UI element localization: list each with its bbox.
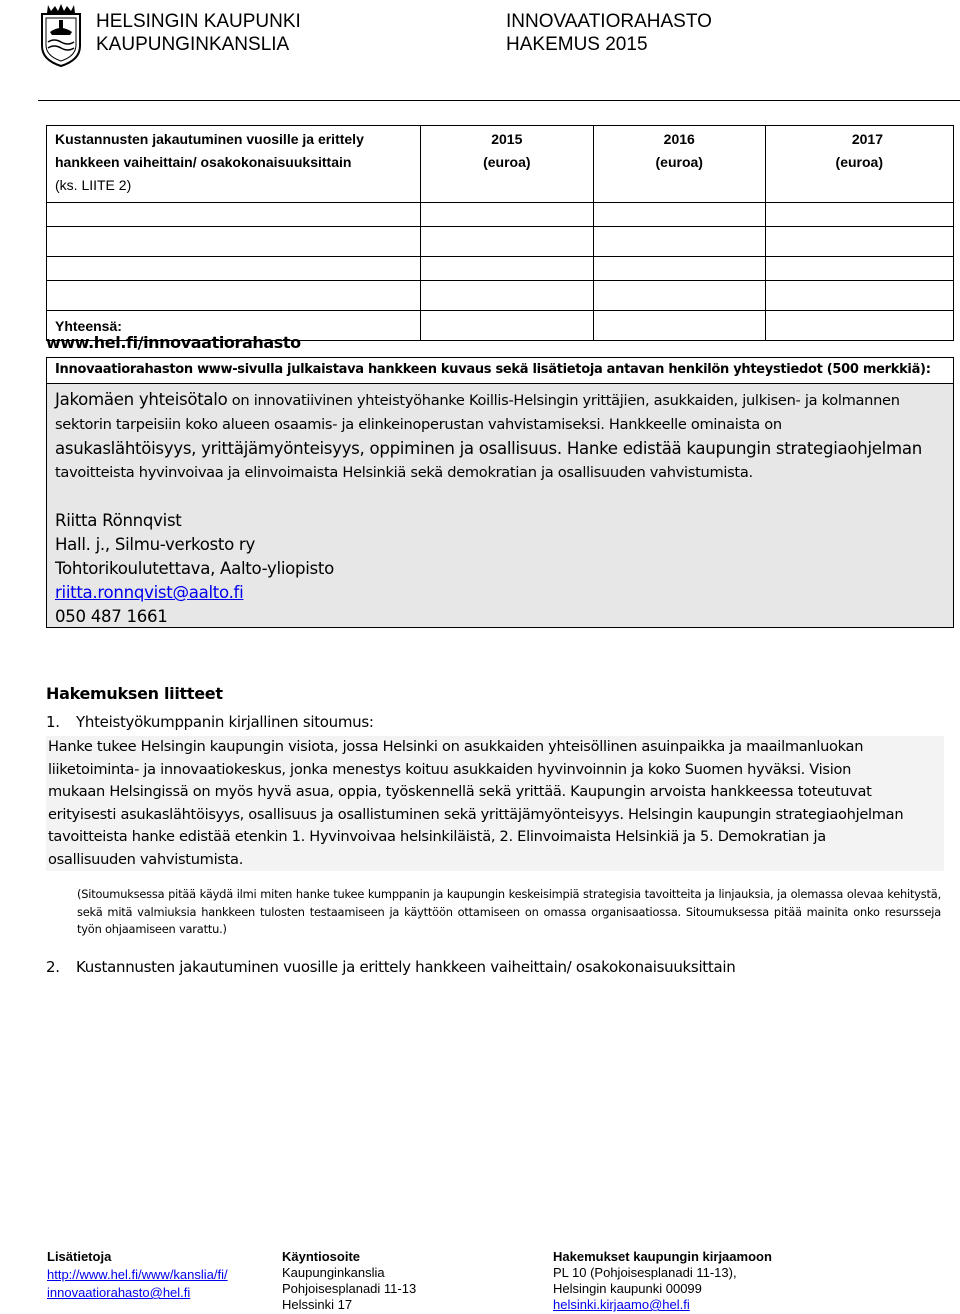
table-cell[interactable] — [765, 281, 953, 311]
table-row — [47, 227, 954, 257]
description-line: tavoitteista hyvinvoivaa ja elinvoimaista Helsinkiä sekä demokratian ja osallisuuden vahvistumista. — [55, 464, 753, 481]
commitment-line: tavoitteista hanke edistää etenkin 1. Hyvinvoivaa helsinkiläistä, 2. Elinvoimaista Helsinkiä ja 5. Demokratian ja — [48, 828, 826, 845]
contact-title: Tohtorikoulutettava, Aalto-yliopisto — [55, 559, 334, 578]
column-header-2017: 2017 (euroa) — [765, 126, 953, 203]
table-cell[interactable] — [421, 257, 593, 281]
spacer — [55, 485, 945, 509]
description-line: Jakomäen yhteisötalo on innovatiivinen yhteistyöhanke Koillis-Helsingin yrittäjien, asukkaiden, julkisen- ja kolmannen — [55, 390, 900, 409]
footer-info — [47, 1249, 228, 1301]
table-cell[interactable] — [421, 227, 593, 257]
table-row — [47, 257, 954, 281]
total-cell-2017[interactable] — [765, 311, 953, 341]
commitment-text[interactable] — [46, 736, 944, 871]
footer-visit-line: Helssinki 17 — [282, 1297, 353, 1312]
website-url: www.hel.fi/innovaatiorahasto — [46, 333, 301, 352]
footer-registry-line: Helsingin kaupunki 00099 — [553, 1281, 702, 1296]
attachments-title: Hakemuksen liitteet — [46, 684, 223, 703]
description-box — [46, 357, 954, 628]
helsinki-crest-logo — [38, 2, 84, 68]
table-row — [47, 203, 954, 227]
footer-registry-heading: Hakemukset kaupungin kirjaamoon — [553, 1249, 772, 1264]
table-header-row — [47, 126, 954, 203]
table-cell[interactable] — [593, 257, 765, 281]
table-cell[interactable] — [765, 227, 953, 257]
contact-role: Hall. j., Silmu-verkosto ry — [55, 535, 255, 554]
contact-name: Riitta Rönnqvist — [55, 511, 182, 530]
description-line: sektorin tarpeisiin koko alueen osaamis- ja elinkeinoperustan vahvistamiseksi. Hankkeelle ominaista on — [55, 416, 782, 433]
description-text[interactable] — [47, 384, 953, 627]
table-cell[interactable] — [47, 257, 421, 281]
table-cell[interactable] — [593, 281, 765, 311]
total-label: Yhteensä: — [47, 311, 421, 341]
commitment-line: liiketoiminta- ja innovaatiokeskus, jonka menestys koituu asukkaiden hyvinvoinnin ja koko Suomen hyväksi. Vision — [48, 760, 852, 778]
table-cell[interactable] — [593, 203, 765, 227]
contact-email-link[interactable]: riitta.ronnqvist@aalto.fi — [55, 583, 244, 602]
table-cell[interactable] — [47, 281, 421, 311]
footer-visit-line: Kaupunginkanslia — [282, 1265, 385, 1280]
commitment-line: mukaan Helsingissä on myös hyvä asua, oppia, työskennellä sekä yrittää. Kaupungin arvoista hankkeessa toteutuvat — [48, 783, 872, 800]
attachment-item-1: 1. Yhteistyökumppanin kirjallinen sitoumus: — [46, 713, 374, 731]
description-line: asukaslähtöisyys, yrittäjämyönteisyys, oppiminen ja osallisuus. Hanke edistää kaupungin strategiaohjelman — [55, 439, 922, 458]
table-cell[interactable] — [47, 227, 421, 257]
footer-registry — [553, 1249, 772, 1313]
table-row — [47, 281, 954, 311]
page-header — [0, 0, 960, 100]
commitment-line: erityisesti asukaslähtöisyys, osallisuus ja osallistuminen sekä yrittäjämyönteisyys. Helsingin kaupungin strategiaohjelman — [48, 805, 904, 823]
table-cell[interactable] — [593, 227, 765, 257]
column-header-2016: 2016 (euroa) — [593, 126, 765, 203]
footer-visit-heading: Käyntiosoite — [282, 1249, 361, 1264]
commitment-line: Hanke tukee Helsingin kaupungin visiota, jossa Helsinki on asukkaiden yhteisöllinen asuinpaikka ja maailmanluokan — [48, 738, 864, 755]
footer-email-link[interactable]: innovaatiorahasto@hel.fi — [47, 1285, 191, 1300]
total-cell-2016[interactable] — [593, 311, 765, 341]
total-cell-2015[interactable] — [421, 311, 593, 341]
org-line-1: HELSINGIN KAUPUNKI — [96, 11, 301, 32]
doc-line-2: HAKEMUS 2015 — [506, 34, 648, 55]
header-divider — [38, 100, 960, 101]
footer-visit-line: Pohjoisesplanadi 11-13 — [282, 1281, 417, 1296]
description-heading: Innovaatiorahaston www-sivulla julkaistava hankkeen kuvaus sekä lisätietoja antavan henkilön yhteystiedot (500 merkkiä): — [47, 358, 953, 384]
table-cell[interactable] — [421, 281, 593, 311]
column-header-2015: 2015 (euroa) — [421, 126, 593, 203]
cost-table-title: Kustannusten jakautuminen vuosille ja erittely hankkeen vaiheittain/ osakokonaisuuksittain (ks. LIITE 2) — [47, 126, 421, 203]
org-line-2: KAUPUNGINKANSLIA — [96, 34, 290, 55]
document-title — [506, 10, 712, 56]
organization-name — [96, 10, 301, 56]
footer-registry-line: PL 10 (Pohjoisesplanadi 11-13), — [553, 1265, 737, 1280]
footer-info-heading: Lisätietoja — [47, 1249, 112, 1264]
table-cell[interactable] — [765, 203, 953, 227]
commitment-note: (Sitoumuksessa pitää käydä ilmi miten hanke tukee kumppanin ja kaupungin keskeisimpiä strategisia tavoitteita ja linjauksia, ja olemassa olevaa kehitystä, sekä mitä valmiuksia hankkeen tulosten testaamiseen ja käyttöön ottamiseen on omassa organisaatiossa. Sitoumuksessa pitää mainita onko resursseja työn ohjaamiseen varattu.) — [77, 887, 941, 936]
doc-line-1: INNOVAATIORAHASTO — [506, 11, 712, 32]
footer-visit-address — [282, 1249, 416, 1313]
footer-website-link[interactable]: http://www.hel.fi/www/kanslia/fi/ — [47, 1267, 228, 1282]
table-cell[interactable] — [47, 203, 421, 227]
footer-registry-email-link[interactable]: helsinki.kirjaamo@hel.fi — [553, 1297, 690, 1312]
table-cell[interactable] — [765, 257, 953, 281]
cost-table — [46, 125, 954, 341]
table-cell[interactable] — [421, 203, 593, 227]
attachment-item-2: 2. Kustannusten jakautuminen vuosille ja erittely hankkeen vaiheittain/ osakokonaisuuksittain — [46, 958, 736, 976]
commitment-line: osallisuuden vahvistumista. — [48, 850, 244, 868]
contact-phone: 050 487 1661 — [55, 607, 168, 626]
